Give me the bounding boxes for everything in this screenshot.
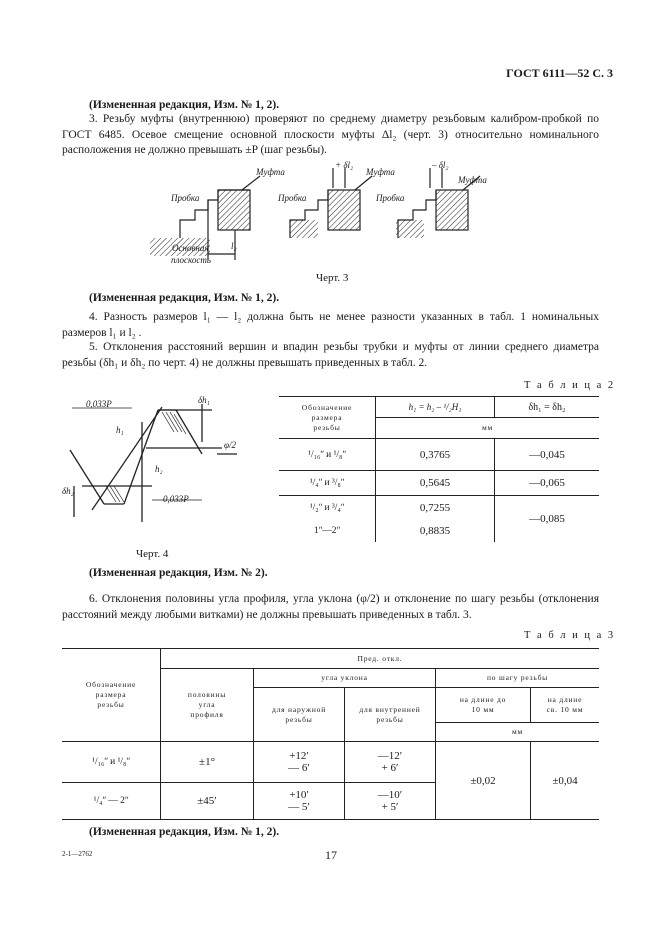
table-row: ¹/₂ʺ и ³/₄ʺ	[279, 496, 376, 521]
table-row: ¹/₄ʺ — 2ʺ	[62, 783, 161, 820]
table-row: ¹/₄ʺ и ³/₈ʺ	[279, 471, 376, 496]
mufta-label: Муфта	[366, 167, 395, 177]
table-row: ¹/₁₆ʺ и ¹/₈ʺ	[279, 439, 376, 471]
probka-label: Пробка	[376, 193, 405, 203]
plus-delta-l2: + δl₂	[335, 160, 354, 170]
table-3-caption: Т а б л и ц а 3	[524, 630, 616, 641]
edit-note: (Измененная редакция, Изм. № 1, 2).	[89, 826, 280, 838]
dh2-label: δh₂	[62, 486, 74, 496]
offset-label: 0,033P	[86, 399, 112, 409]
table-row: 1ʺ—2ʺ	[279, 520, 376, 542]
h1-label: h₁	[116, 425, 124, 435]
table2-col1: Обозначение	[301, 402, 353, 412]
offset-label: 0,033P	[163, 494, 189, 504]
paragraph-6: 6. Отклонения половины угла профиля, угла уклона (φ/2) и отклонение по шагу резьбы (отклонения расстояний между любыми витками) не должны превышать приведенных в табл. 3.	[62, 593, 599, 621]
basic-plane-label: плоскость	[171, 255, 211, 265]
dh1-label: δh₁	[198, 395, 210, 405]
mufta-label: Муфта	[458, 175, 487, 185]
page-header: ГОСТ 6111—52 С. 3	[506, 66, 613, 80]
footer-code: 2-1—2762	[62, 850, 93, 858]
l2-dimension: l₂	[231, 241, 237, 251]
paragraph-5: 5. Отклонения расстояний вершин и впадин резьбы трубки и муфты от линии среднего диаметра резьбы (δh₁ и δh₂ по черт. 4) не должны превышать приведенных в табл. 2.	[62, 341, 599, 369]
probka-label: Пробка	[278, 193, 307, 203]
figure-3-caption: Черт. 3	[316, 272, 349, 284]
table-2-caption: Т а б л и ц а 2	[524, 380, 616, 391]
table2-unit: мм	[376, 418, 600, 439]
table-2: Обозначение размера резьбы h₁ = h₂ – ¹/₂H₁ δh₁ = δh₂ мм ¹/₁₆ʺ и ¹/₈ʺ 0,3765 —0,045 ¹/₄ʺ и ³/₈ʺ 0,5645 —0,065 ¹/₂ʺ и ³/₄ʺ 0,7255 —0,085 1ʺ—2ʺ 0,8835	[279, 396, 599, 542]
page-number: 17	[325, 848, 337, 862]
edit-note: (Измененная редакция, Изм. № 1, 2).	[89, 99, 280, 111]
table3-pred: Пред. откл.	[161, 649, 600, 669]
figure-4-caption: Черт. 4	[136, 548, 169, 560]
table2-col2: h₁ = h₂ – ¹/₂H₁	[376, 397, 495, 418]
table-3: Обозначение размера резьбы Пред. откл. половины угла профиля угла уклона по шагу резьбы для наружной резьбы для внутренней резьбы на длине до 10 мм на длине св. 10 мм мм ¹/₁₆ʺ и ¹/₈ʺ ±1° +12′ — 6′ —12′ + 6′ ±0,02 ±0,04 ¹/₄ʺ — 2ʺ ±45′ +10′ — 5′ —10′ + 5′	[62, 648, 599, 820]
minus-delta-l2: – δl₂	[432, 160, 449, 170]
table-row: ¹/₁₆ʺ и ¹/₈ʺ	[62, 742, 161, 783]
basic-plane-label: Основная	[172, 243, 209, 253]
mufta-label: Муфта	[256, 167, 285, 177]
phi-half-label: φ/2	[224, 440, 236, 450]
edit-note: (Измененная редакция, Изм. № 1, 2).	[89, 292, 280, 304]
paragraph-3: 3. Резьбу муфты (внутреннюю) проверяют по среднему диаметру резьбовым калибром-пробкой по ГОСТ 6485. Осевое смещение основной плоскости муфты Δl₂ (черт. 3) относительно номинального расположения не должно превышать ±P (шаг резьбы).	[62, 113, 599, 156]
table2-col3: δh₁ = δh₂	[495, 397, 600, 418]
probka-label: Пробка	[171, 193, 200, 203]
paragraph-4: 4. Разность размеров l₁ — l₂ должна быть не менее разности указанных в табл. 1 номинальных размеров l₁ и l₂ .	[62, 311, 599, 339]
edit-note: (Измененная редакция, Изм. № 2).	[89, 567, 268, 579]
h2-label: h₂	[155, 464, 163, 474]
